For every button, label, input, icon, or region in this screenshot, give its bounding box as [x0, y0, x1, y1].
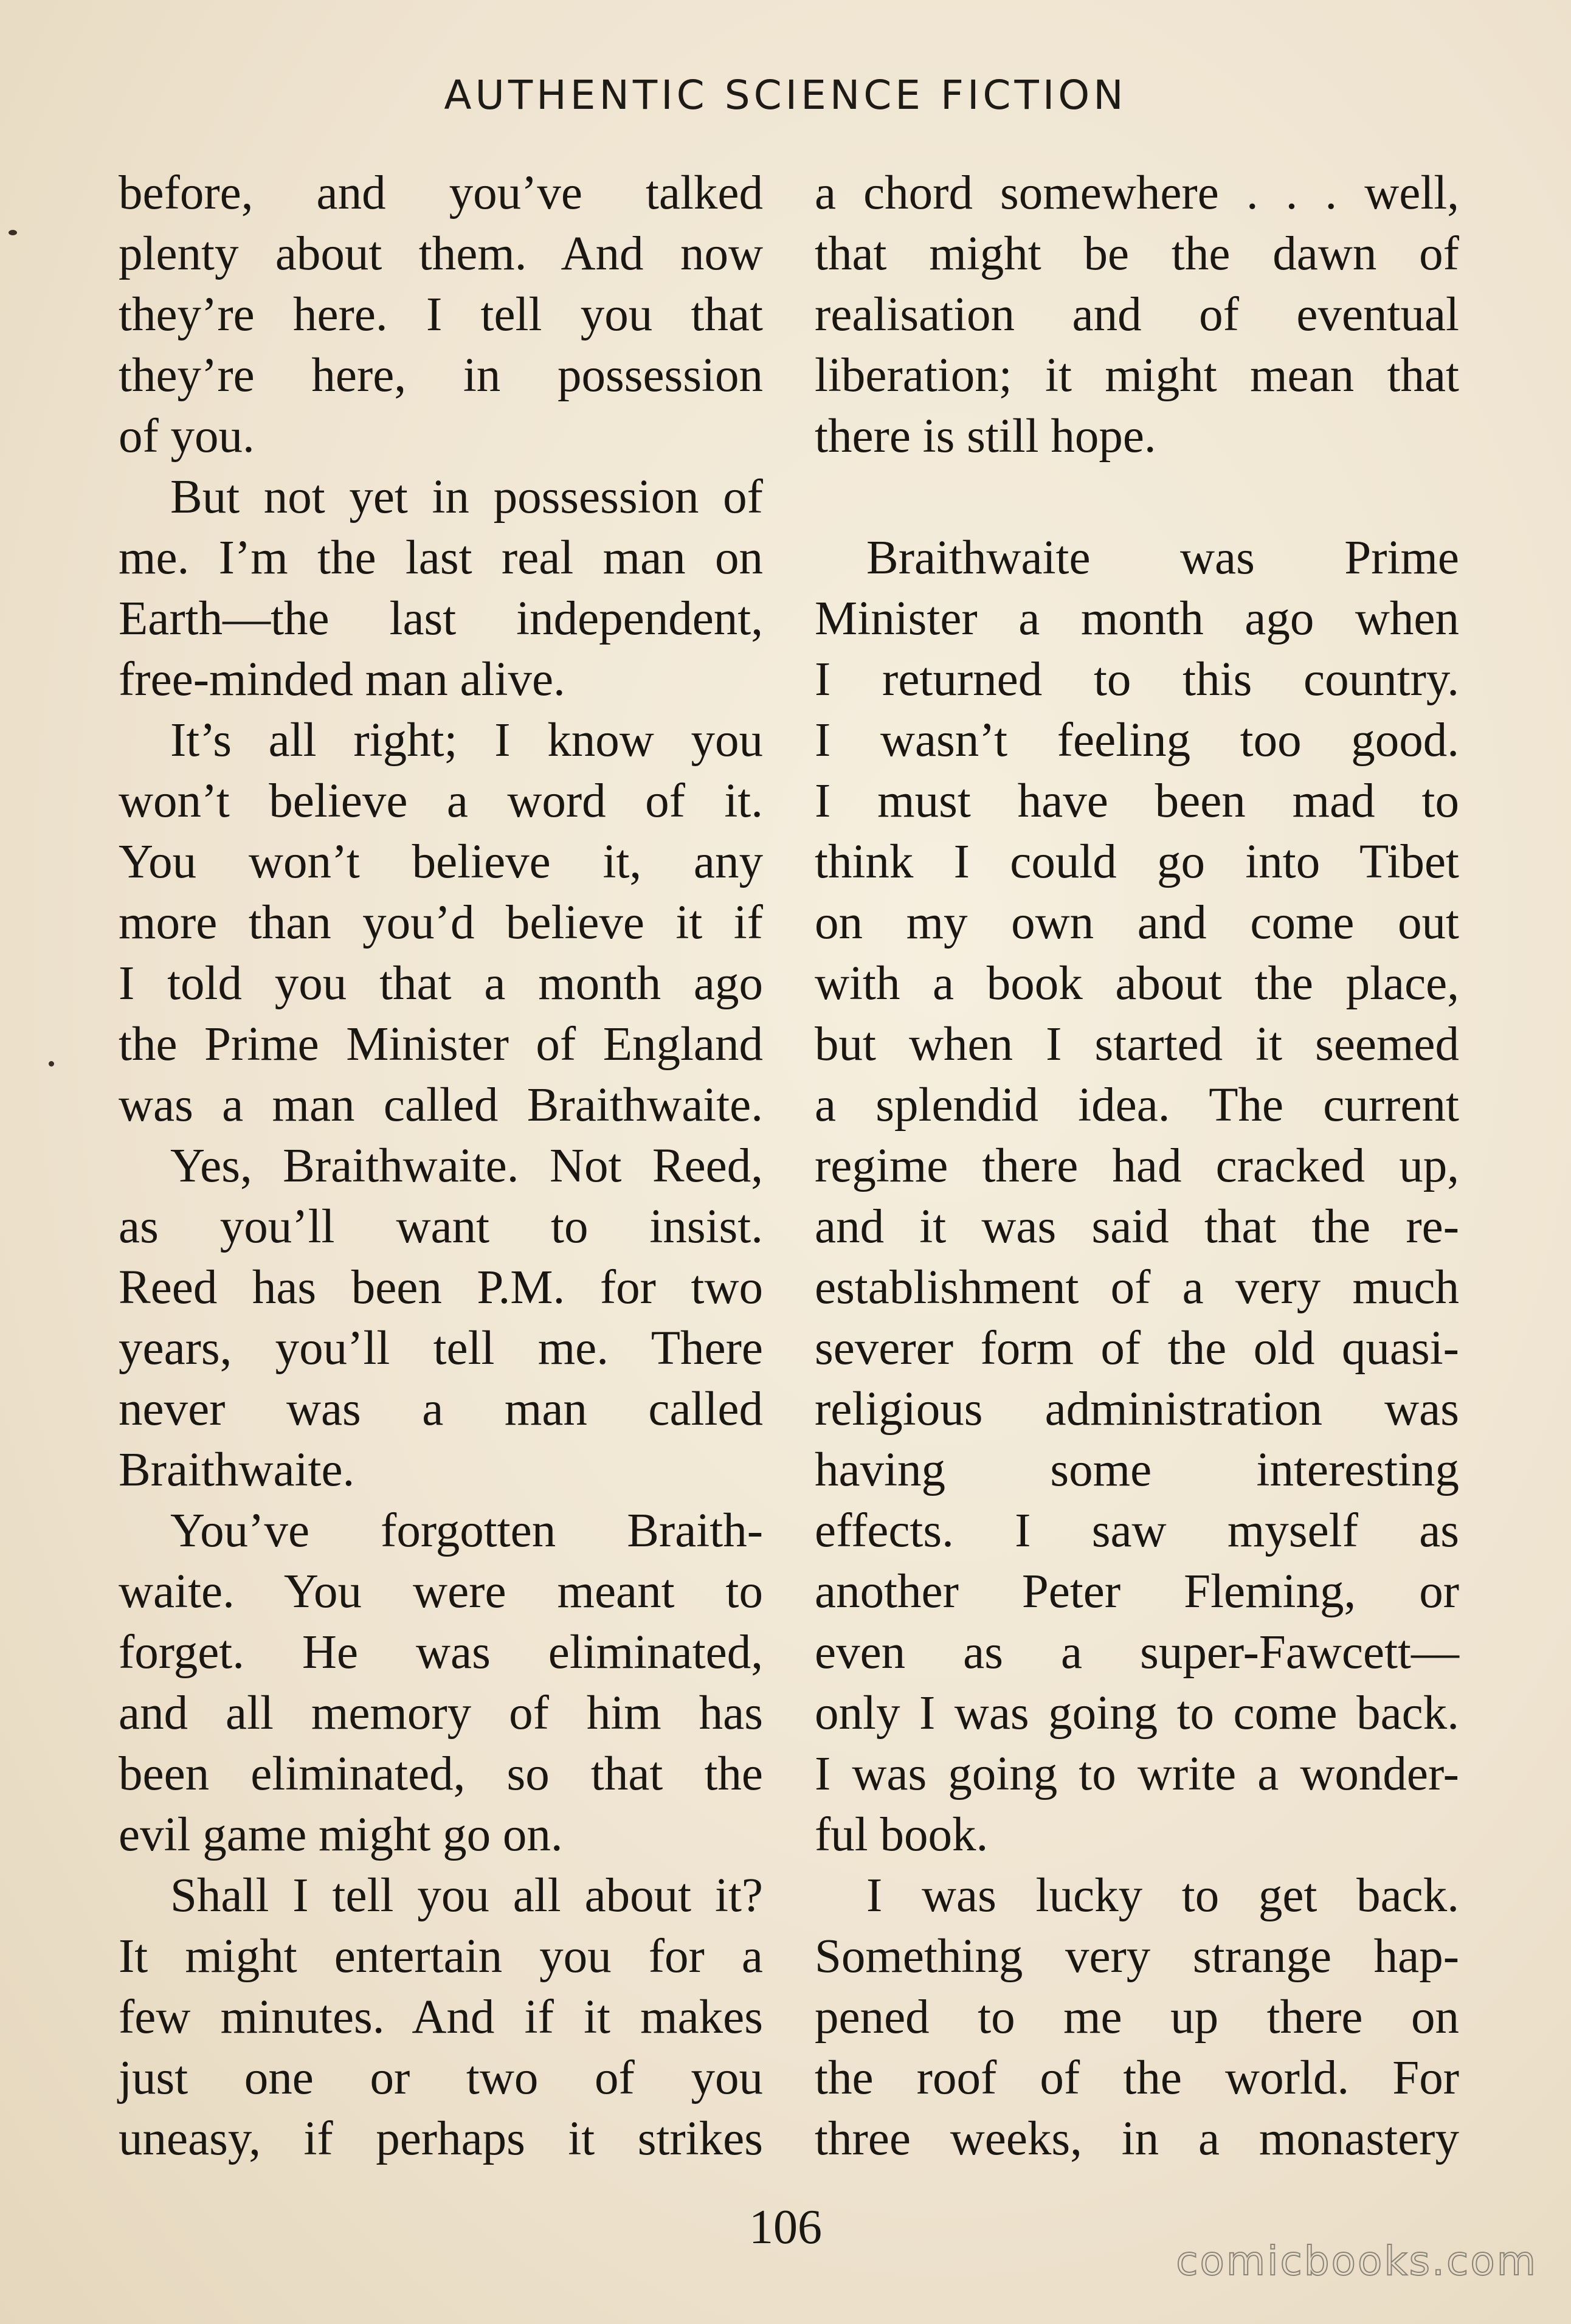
text-line: Minister a month ago when — [815, 592, 1459, 645]
text-line: the Prime Minister of England — [119, 1018, 763, 1071]
text-line: realisation and of eventual — [815, 288, 1459, 341]
running-head: AUTHENTIC SCIENCE FICTION — [444, 72, 1127, 119]
text-line: It’s all right; I know you — [170, 714, 763, 767]
text-line: effects. I saw myself as — [815, 1504, 1459, 1557]
text-line: waite. You were meant to — [119, 1565, 763, 1618]
text-line: even as a super-Fawcett— — [815, 1626, 1459, 1679]
text-line: a chord somewhere . . . well, — [815, 167, 1459, 220]
section-break — [815, 467, 1459, 528]
text-line: Shall I tell you all about it? — [170, 1869, 763, 1922]
watermark: comicbooks.com — [1176, 2238, 1538, 2284]
text-line: as you’ll want to insist. — [119, 1200, 763, 1253]
left-text-column — [119, 163, 763, 2170]
text-line: severer form of the old quasi- — [815, 1322, 1459, 1375]
text-line: establishment of a very much — [815, 1261, 1459, 1314]
right-text-column — [815, 163, 1459, 2170]
text-line: never was a man called — [119, 1383, 763, 1436]
text-line: having some interesting — [815, 1444, 1459, 1496]
text-line: You won’t believe it, any — [119, 835, 763, 888]
text-line: evil game might go on. — [119, 1808, 563, 1861]
text-line: regime there had cracked up, — [815, 1140, 1459, 1192]
text-line: there is still hope. — [815, 410, 1156, 463]
text-line: I was going to write a wonder- — [815, 1748, 1459, 1800]
text-line: of you. — [119, 410, 255, 463]
text-line: uneasy, if perhaps it strikes — [119, 2112, 763, 2165]
text-line: I told you that a month ago — [119, 957, 763, 1010]
text-line: was a man called Braithwaite. — [119, 1079, 763, 1132]
text-line: been eliminated, so that the — [119, 1748, 763, 1800]
text-line: more than you’d believe it if — [119, 896, 763, 949]
text-line: think I could go into Tibet — [815, 835, 1459, 888]
text-line: Reed has been P.M. for two — [119, 1261, 763, 1314]
text-line: and it was said that the re- — [815, 1200, 1459, 1253]
text-line: Something very strange hap- — [815, 1930, 1459, 1983]
text-line: religious administration was — [815, 1383, 1459, 1436]
text-line: It might entertain you for a — [119, 1930, 763, 1983]
text-line: plenty about them. And now — [119, 227, 763, 280]
text-line: they’re here, in possession — [119, 349, 763, 402]
text-line: just one or two of you — [119, 2052, 763, 2104]
text-line: they’re here. I tell you that — [119, 288, 763, 341]
text-line: liberation; it might mean that — [815, 349, 1459, 402]
text-line: won’t believe a word of it. — [119, 775, 763, 828]
text-line: three weeks, in a monastery — [815, 2112, 1459, 2165]
text-line: Braithwaite was Prime — [866, 531, 1459, 584]
text-line: with a book about the place, — [815, 957, 1459, 1010]
text-line: that might be the dawn of — [815, 227, 1459, 280]
text-line: years, you’ll tell me. There — [119, 1322, 763, 1375]
paper-speck — [49, 1061, 54, 1067]
text-line: me. I’m the last real man on — [119, 531, 763, 584]
text-line: and all memory of him has — [119, 1687, 763, 1740]
text-line: I wasn’t feeling too good. — [815, 714, 1459, 767]
text-line: forget. He was eliminated, — [119, 1626, 763, 1679]
text-line: but when I started it seemed — [815, 1018, 1459, 1071]
text-line: the roof of the world. For — [815, 2052, 1459, 2104]
text-line: Earth—the last independent, — [119, 592, 763, 645]
text-line: another Peter Fleming, or — [815, 1565, 1459, 1618]
page-number: 106 — [749, 2201, 822, 2254]
text-line: Braithwaite. — [119, 1444, 355, 1496]
text-line: pened to me up there on — [815, 1991, 1459, 2044]
text-line: few minutes. And if it makes — [119, 1991, 763, 2044]
paper-speck — [9, 230, 17, 235]
text-line: But not yet in possession of — [170, 471, 763, 524]
text-line: Yes, Braithwaite. Not Reed, — [170, 1140, 763, 1192]
text-line: on my own and come out — [815, 896, 1459, 949]
text-line: I was lucky to get back. — [866, 1869, 1459, 1922]
text-line: I returned to this country. — [815, 653, 1459, 706]
text-line: ful book. — [815, 1808, 989, 1861]
text-line: only I was going to come back. — [815, 1687, 1459, 1740]
text-line: before, and you’ve talked — [119, 167, 763, 220]
text-line: a splendid idea. The current — [815, 1079, 1459, 1132]
text-line: I must have been mad to — [815, 775, 1459, 828]
text-line: You’ve forgotten Braith- — [170, 1504, 763, 1557]
text-line: free-minded man alive. — [119, 653, 565, 706]
